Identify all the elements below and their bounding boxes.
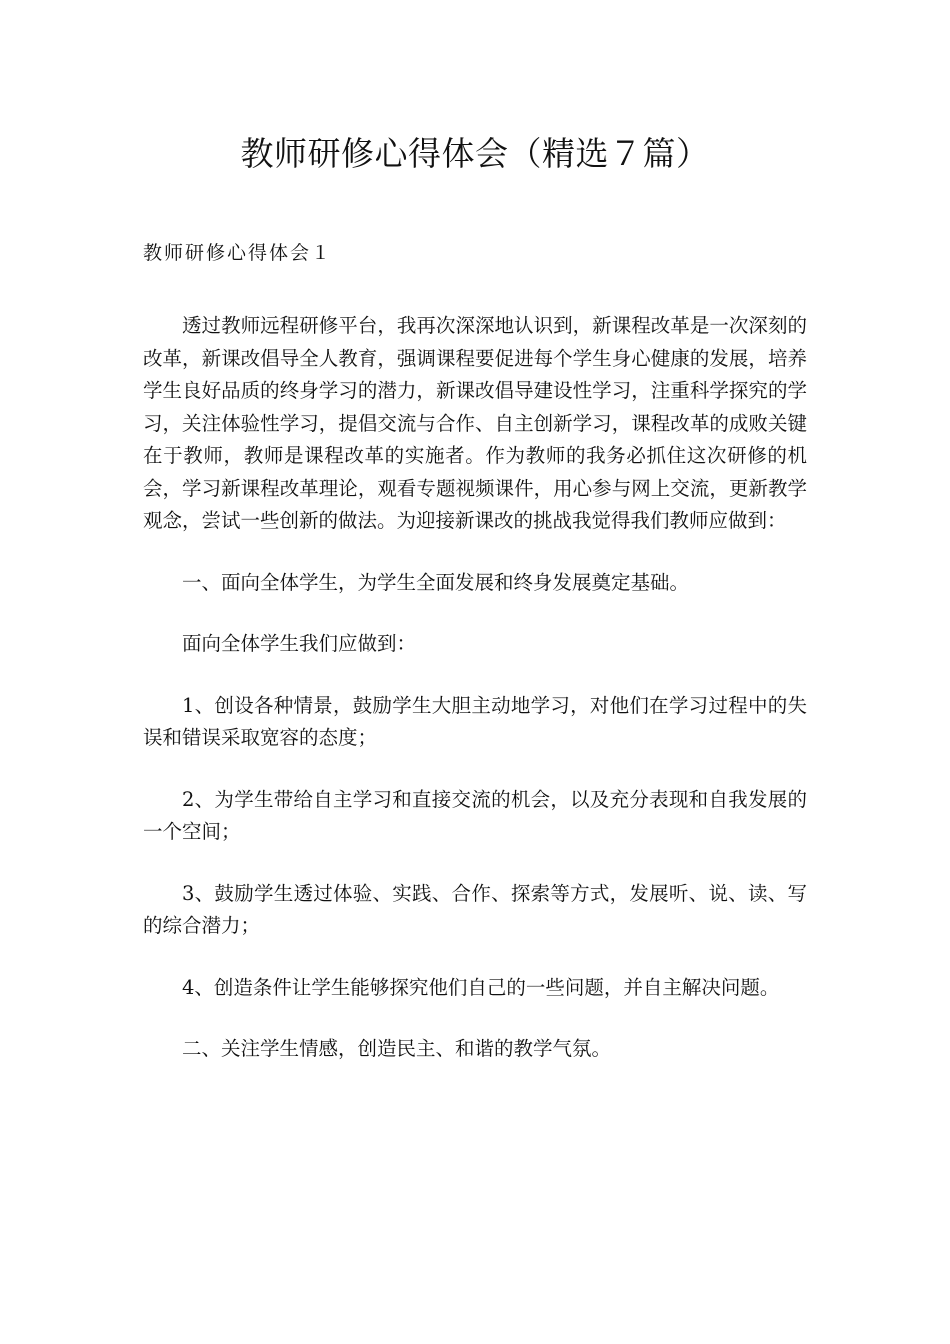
- paragraph-subheading: 面向全体学生我们应做到：: [182, 632, 417, 655]
- paragraph-point-one: 一、面向全体学生，为学生全面发展和终身发展奠定基础。: [182, 570, 690, 594]
- document-body: [143, 310, 807, 1095]
- paragraph-item-2: 2、为学生带给自主学习和直接交流的机会，以及充分表现和自我发展的一个空间；: [143, 787, 807, 843]
- paragraph-intro: 透过教师远程研修平台，我再次深深地认识到，新课程改革是一次深刻的改革，新课改倡导全人教育，强调课程要促进每个学生身心健康的发展，培养学生良好品质的终身学习的潜力，新课改倡导建设性学习，注重科学探究的学习，关注体验性学习，提倡交流与合作、自主创新学习，课程改革的成败关键在于教师，教师是课程改革的实施者。作为教师的我务必抓住这次研修的机会，学习新课程改革理论，观看专题视频课件，用心参与网上交流，更新教学观念，尝试一些创新的做法。为迎接新课改的挑战我觉得我们教师应做到：: [143, 314, 807, 532]
- paragraph-item-1: 1、创设各种情景，鼓励学生大胆主动地学习，对他们在学习过程中的失误和错误采取宽容的态度；: [143, 693, 807, 749]
- paragraph-item-4: 4、创造条件让学生能够探究他们自己的一些问题，并自主解决问题。: [182, 975, 780, 999]
- section-heading: 教师研修心得体会１: [143, 242, 333, 264]
- document-title: 教师研修心得体会（精选７篇）: [240, 134, 710, 173]
- paragraph-item-3: 3、鼓励学生透过体验、实践、合作、探索等方式，发展听、说、读、写的综合潜力；: [143, 881, 807, 937]
- paragraph-point-two: 二、关注学生情感，创造民主、和谐的教学气氛。: [182, 1037, 612, 1060]
